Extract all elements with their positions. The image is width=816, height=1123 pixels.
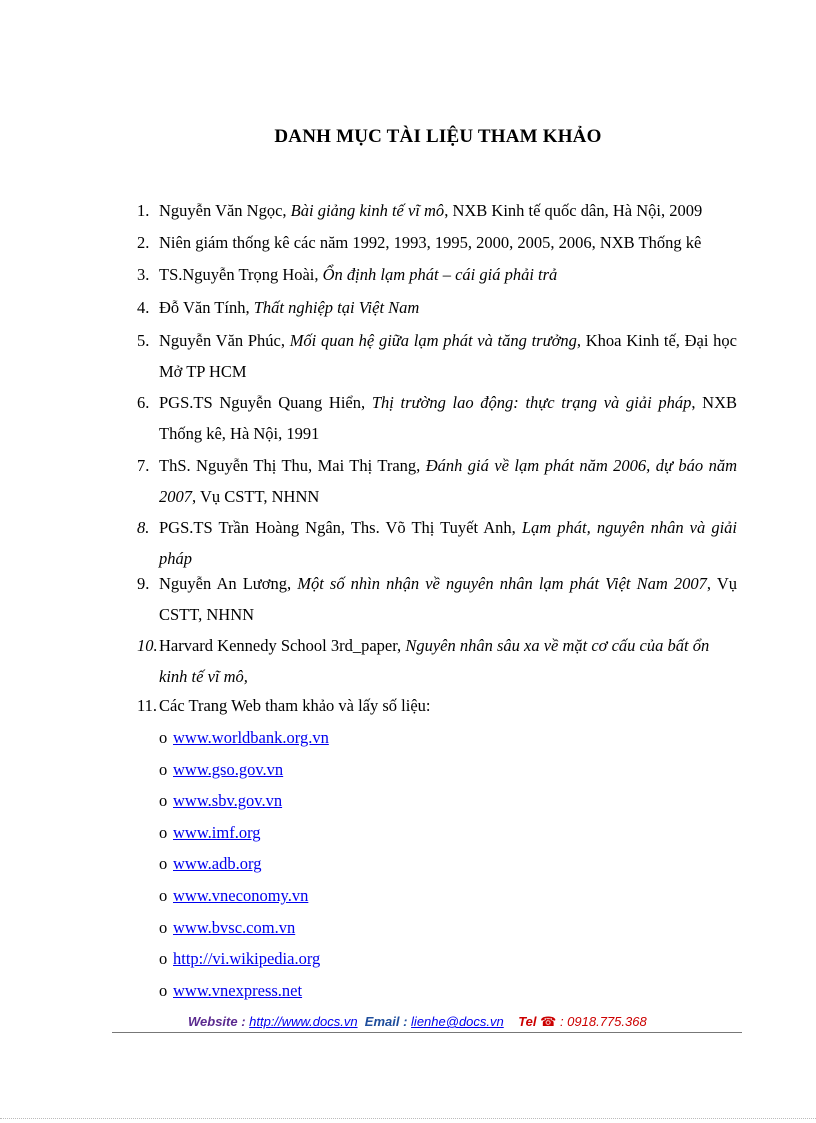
reference-item-9 [137, 568, 737, 630]
website-list [159, 722, 329, 1006]
reference-text: Niên giám thống kê các năm 1992, 1993, 1995, 2000, 2005, 2006, NXB Thống kê [159, 233, 702, 252]
bullet-icon: o [159, 917, 168, 937]
reference-item-4 [137, 292, 737, 323]
reference-text: Các Trang Web tham khảo và lấy số liệu: [159, 696, 431, 715]
reference-item-8 [137, 512, 737, 574]
reference-item-10 [137, 630, 737, 692]
vneconomy-link[interactable]: www.vneconomy.vn [173, 885, 309, 905]
reference-number: 1. [137, 201, 150, 220]
reference-title: Thị trường lao động: thực trạng và giải pháp [371, 393, 692, 412]
reference-item-11 [137, 690, 737, 721]
reference-publisher: , Vụ CSTT, NHNN [159, 574, 737, 624]
reference-number: 6. [137, 393, 150, 412]
list-item [159, 785, 329, 817]
list-item [159, 722, 329, 754]
reference-item-2 [137, 227, 737, 258]
reference-author: Harvard Kennedy School 3rd_paper, [159, 636, 406, 655]
email-separator: : [399, 1014, 412, 1029]
page-title: DANH MỤC TÀI LIỆU THAM KHẢO [274, 126, 602, 147]
reference-author: PGS.TS Trần Hoàng Ngân, Ths. Võ Thị Tuyết Anh, [159, 518, 522, 537]
reference-author: Nguyễn Văn Phúc, [159, 331, 290, 350]
list-item [159, 754, 329, 786]
reference-item-3 [137, 259, 737, 290]
reference-author: TS.Nguyễn Trọng Hoài, [159, 265, 323, 284]
reference-number: 10. [137, 636, 158, 655]
reference-publisher: , Vụ CSTT, NHNN [192, 487, 320, 506]
reference-title: Mối quan hệ giữa lạm phát và tăng trưởng [289, 331, 577, 350]
bullet-icon: o [159, 728, 168, 747]
reference-number: 11. [137, 696, 158, 715]
reference-item-7 [137, 450, 737, 512]
reference-author: PGS.TS Nguyễn Quang Hiển, [159, 393, 372, 412]
bullet-icon: o [159, 822, 168, 842]
sbv-link[interactable]: www.sbv.gov.vn [173, 791, 283, 811]
bullet-icon: o [159, 854, 168, 874]
vnexpress-link[interactable]: www.vnexpress.net [173, 980, 303, 1000]
bullet-icon: o [159, 791, 168, 811]
reference-number: 7. [137, 456, 150, 475]
reference-publisher: , NXB Thống kê, Hà Nội, 1991 [159, 393, 737, 443]
reference-author: Nguyễn An Lương, [159, 574, 298, 593]
reference-number: 4. [137, 298, 150, 317]
list-item [159, 943, 329, 975]
adb-link[interactable]: www.adb.org [173, 854, 262, 874]
page-footer [188, 1014, 647, 1030]
list-item [159, 975, 329, 1007]
list-item [159, 817, 329, 849]
reference-number: 8. [137, 518, 150, 537]
reference-publisher: , NXB Kinh tế quốc dân, Hà Nội, 2009 [444, 201, 703, 220]
reference-number: 2. [137, 233, 150, 252]
reference-item-1 [137, 195, 737, 226]
website-label: Website : [188, 1014, 250, 1029]
list-item [159, 848, 329, 880]
email-link[interactable]: lienhe@docs.vn [411, 1014, 504, 1029]
gso-link[interactable]: www.gso.gov.vn [173, 759, 284, 779]
reference-title: Thất nghiệp tại Việt Nam [253, 298, 420, 317]
reference-title: Đánh giá về lạm phát năm 2006, dự báo năm 2007 [159, 456, 737, 506]
reference-author: Nguyễn Văn Ngọc, [159, 201, 291, 220]
reference-title: Một số nhìn nhận về nguyên nhân lạm phát Việt Nam 2007 [297, 574, 707, 593]
reference-author: ThS. Nguyễn Thị Thu, Mai Thị Trang, [159, 456, 426, 475]
reference-number: 9. [137, 574, 150, 593]
imf-link[interactable]: www.imf.org [173, 822, 261, 842]
reference-title: Lạm phát, nguyên nhân và giải pháp [159, 518, 737, 568]
reference-publisher: , Khoa Kinh tế, Đại học Mở TP HCM [159, 331, 737, 381]
reference-item-6 [137, 387, 737, 449]
bullet-icon: o [159, 759, 168, 779]
list-item [159, 880, 329, 912]
bullet-icon: o [159, 980, 168, 1000]
reference-title: Nguyên nhân sâu xa về mặt cơ cấu của bất ổn kinh tế vĩ mô, [159, 636, 710, 686]
page-bottom-divider [0, 1118, 816, 1119]
reference-number: 3. [137, 265, 150, 284]
reference-title: Bài giảng kinh tế vĩ mô [290, 201, 445, 220]
reference-number: 5. [137, 331, 150, 350]
tel-number: : 0918.775.368 [556, 1014, 647, 1029]
reference-author: Đỗ Văn Tính, [159, 298, 254, 317]
list-item [159, 912, 329, 944]
bullet-icon: o [159, 949, 168, 969]
bullet-icon: o [159, 885, 168, 905]
tel-label: Tel [518, 1014, 537, 1029]
worldbank-link[interactable]: www.worldbank.org.vn [173, 728, 329, 747]
reference-title: Ổn định lạm phát – cái giá phải trả [322, 265, 558, 284]
phone-icon: ☎ [540, 1014, 557, 1029]
email-label: Email [364, 1014, 400, 1029]
website-link[interactable]: http://www.docs.vn [249, 1014, 358, 1029]
reference-item-5 [137, 325, 737, 387]
footer-divider [112, 1032, 742, 1033]
bvsc-link[interactable]: www.bvsc.com.vn [173, 917, 296, 937]
wikipedia-link[interactable]: http://vi.wikipedia.org [173, 949, 321, 969]
